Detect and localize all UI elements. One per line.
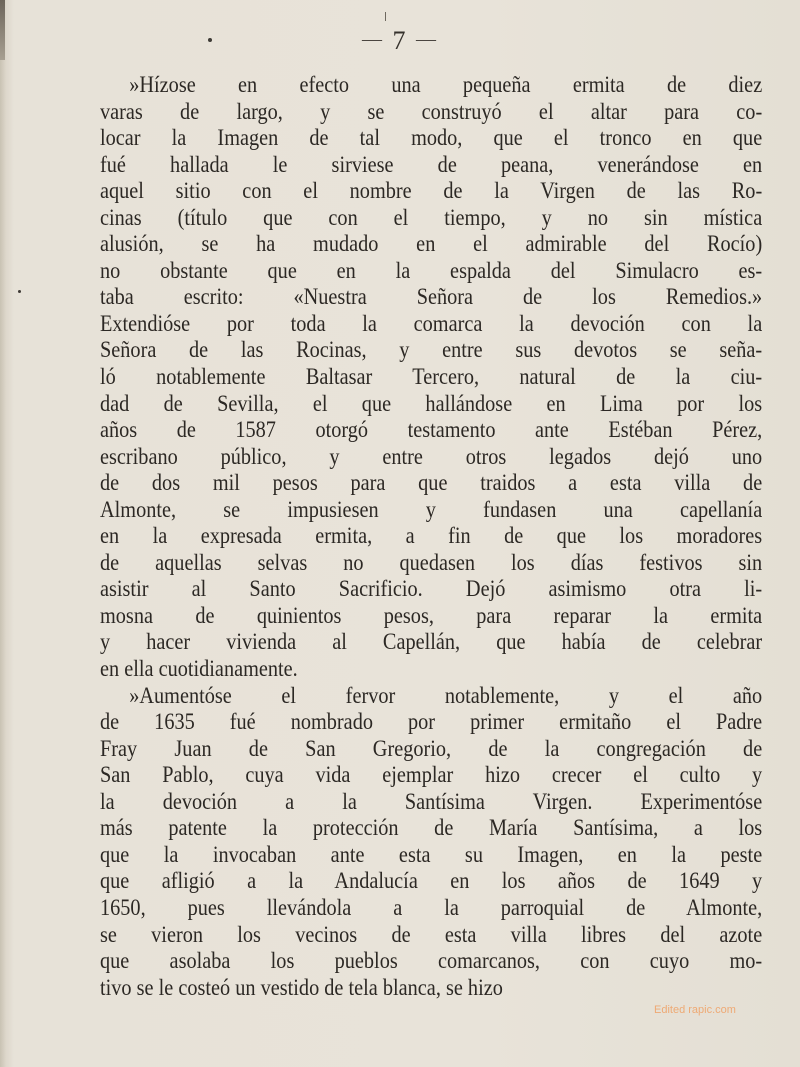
page-number-dash-right: — xyxy=(416,28,438,50)
text-line: fué hallada le sirviese de peana, venerándose en xyxy=(100,151,763,178)
text-line: ló notablemente Baltasar Tercero, natural de la ciu- xyxy=(100,364,763,391)
text-line: locar la Imagen de tal modo, que el tronco en que xyxy=(100,125,763,152)
text-line: que afligió a la Andalucía en los años de 1649 y xyxy=(100,868,763,895)
text-line: Señora de las Rocinas, y entre sus devotos se seña- xyxy=(100,337,763,364)
print-speck xyxy=(18,290,21,293)
text-line: alusión, se ha mudado en el admirable del Rocío) xyxy=(100,231,763,258)
text-line: que asolaba los pueblos comarcanos, con cuyo mo- xyxy=(100,948,763,975)
text-line: 1650, pues llevándola a la parroquial de Almonte, xyxy=(100,894,763,921)
text-line: dad de Sevilla, el que hallándose en Lima por los xyxy=(100,390,763,417)
text-line: tivo se le costeó un vestido de tela blanca, se hizo xyxy=(100,974,503,1001)
text-line: se vieron los vecinos de esta villa libres del azote xyxy=(100,921,763,948)
print-mark xyxy=(385,12,386,21)
paragraph xyxy=(100,72,763,683)
text-line: en ella cuotidianamente. xyxy=(100,656,298,683)
text-line: de 1635 fué nombrado por primer ermitaño el Padre xyxy=(100,709,763,736)
text-line: en la expresada ermita, a fin de que los moradores xyxy=(100,523,763,550)
text-line: años de 1587 otorgó testamento ante Estéban Pérez, xyxy=(100,417,763,444)
text-line: y hacer vivienda al Capellán, que había de celebrar xyxy=(100,629,763,656)
text-line: asistir al Santo Sacrificio. Dejó asimismo otra li- xyxy=(100,576,763,603)
text-line: varas de largo, y se construyó el altar para co- xyxy=(100,98,763,125)
text-line: no obstante que en la espalda del Simulacro es- xyxy=(100,257,763,284)
text-line: más patente la protección de María Santísima, a los xyxy=(100,815,763,842)
text-line: taba escrito: «Nuestra Señora de los Remedios.» xyxy=(100,284,763,311)
paragraph xyxy=(100,682,763,1002)
text-line: la devoción a la Santísima Virgen. Experimentóse xyxy=(100,788,763,815)
text-line: escribano público, y entre otros legados dejó uno xyxy=(100,443,763,470)
watermark: Edited rapic.com xyxy=(654,1004,736,1016)
text-line: »Aumentóse el fervor notablemente, y el año xyxy=(129,682,763,709)
text-line: Almonte, se impusiesen y fundasen una capellanía xyxy=(100,496,763,523)
text-line: aquel sitio con el nombre de la Virgen de las Ro- xyxy=(100,178,763,205)
page-number-value: 7 xyxy=(392,26,408,55)
text-line: San Pablo, cuya vida ejemplar hizo crecer el culto y xyxy=(100,762,763,789)
text-line: »Hízose en efecto una pequeña ermita de diez xyxy=(129,72,763,98)
page-number xyxy=(0,26,800,56)
text-line: cinas (título que con el tiempo, y no sin mística xyxy=(100,204,763,231)
text-line: mosna de quinientos pesos, para reparar la ermita xyxy=(100,602,763,629)
body-text xyxy=(100,72,763,1001)
page-number-dash-left: — xyxy=(362,28,384,50)
text-line: que la invocaban ante esta su Imagen, en la peste xyxy=(100,841,763,868)
text-line: de dos mil pesos para que traidos a esta villa de xyxy=(100,470,763,497)
text-line: de aquellas selvas no quedasen los días festivos sin xyxy=(100,549,763,576)
text-line: Extendióse por toda la comarca la devoción con la xyxy=(100,310,763,337)
text-line: Fray Juan de San Gregorio, de la congregación de xyxy=(100,735,763,762)
